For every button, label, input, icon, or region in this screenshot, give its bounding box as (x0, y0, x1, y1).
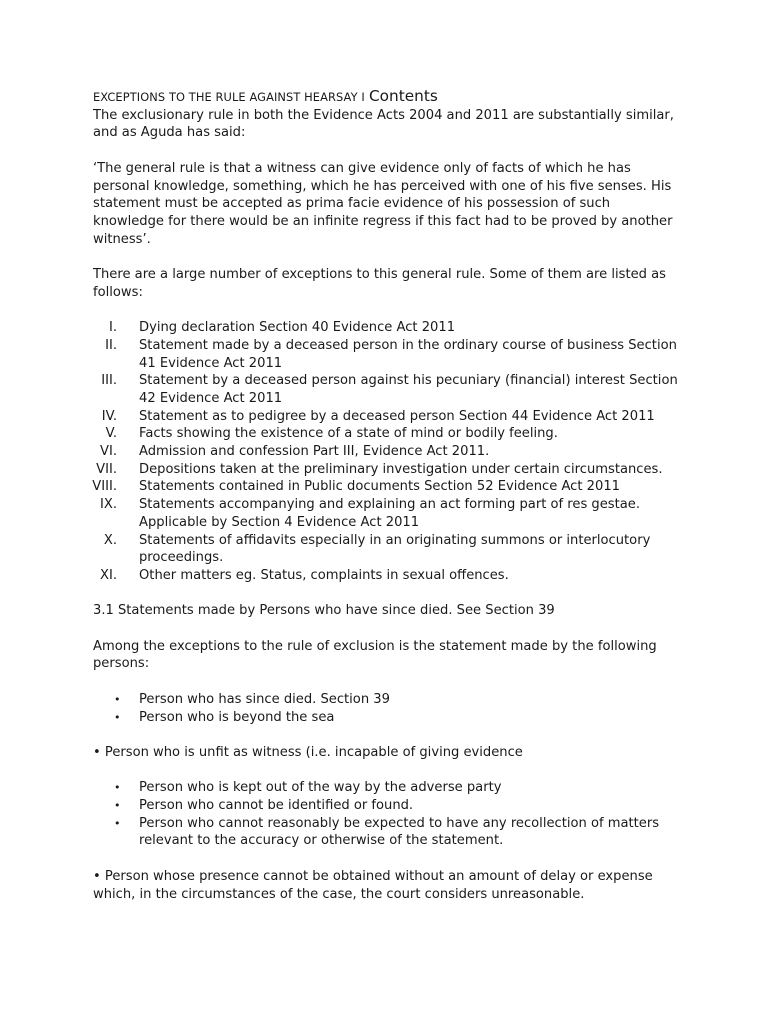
persons-list-first (93, 691, 683, 726)
spacer (93, 301, 683, 319)
list-item-text: Statements contained in Public documents Section 52 Evidence Act 2011 (139, 479, 620, 495)
list-item-text: Person who cannot be identified or found. (139, 798, 414, 813)
document-title: EXCEPTIONS TO THE RULE AGAINST HEARSAY I (93, 90, 365, 104)
section-heading: 3.1 Statements made by Persons who have since died. See Section 39 (93, 603, 555, 619)
bullet-icon: • (114, 710, 121, 724)
list-number: VI. (100, 444, 117, 460)
intro-paragraph: The exclusionary rule in both the Evidence Acts 2004 and 2011 are substantially similar, and as Aguda has said: (93, 107, 674, 141)
list-item (93, 496, 683, 531)
spacer (93, 762, 683, 780)
unfit-witness-line: • Person who is unfit as witness (i.e. incapable of giving evidence (93, 744, 523, 760)
exceptions-list (93, 319, 683, 585)
list-item-text: Dying declaration Section 40 Evidence Act 2011 (139, 320, 456, 336)
bullet-icon: • (114, 692, 121, 706)
list-item-text: Statement as to pedigree by a deceased person Section 44 Evidence Act 2011 (139, 408, 655, 424)
spacer (93, 585, 683, 603)
list-item-text: Depositions taken at the preliminary investigation under certain circumstances. (139, 461, 663, 477)
list-item-text: Person who cannot reasonably be expected to have any recollection of matters relevant to the accuracy or otherwise of the statement. (139, 815, 660, 849)
list-item (93, 691, 683, 709)
list-item (93, 425, 683, 443)
list-number: IX. (100, 497, 117, 513)
list-item-text: Person who has since died. Section 39 (139, 691, 390, 707)
bullet-icon: • (114, 781, 121, 795)
quote-paragraph: ‘The general rule is that a witness can give evidence only of facts of which he has personal knowledge, something, which he has perceived with one of his five senses. His statement must be accepted as prima facie evidence of his possession of such knowledge for there would be an infinite regress if this fact had to be proved by another witness’. (93, 160, 673, 247)
list-number: III. (101, 373, 117, 389)
spacer (93, 248, 683, 266)
list-item (93, 319, 683, 337)
list-item (93, 461, 683, 479)
list-number: XI. (100, 567, 117, 583)
list-item (93, 532, 683, 567)
list-item-text: Admission and confession Part III, Evidence Act 2011. (139, 444, 490, 460)
list-number: X. (103, 532, 117, 548)
list-item (93, 478, 683, 496)
list-item (93, 337, 683, 372)
spacer (93, 142, 683, 160)
list-item-text: Facts showing the existence of a state of mind or bodily feeling. (139, 426, 558, 442)
list-item-text: Statements of affidavits especially in an originating summons or interlocutory proceedings. (139, 532, 651, 566)
list-item (93, 408, 683, 426)
list-item (93, 372, 683, 407)
list-item-text: Statement by a deceased person against his pecuniary (financial) interest Section 42 Evidence Act 2011 (139, 373, 678, 406)
list-number: II. (105, 337, 117, 353)
list-item (93, 443, 683, 461)
presence-line: • Person whose presence cannot be obtained without an amount of delay or expense which, in the circumstances of the case, the court considers unreasonable. (93, 868, 653, 902)
spacer (93, 673, 683, 691)
persons-list-second (93, 779, 683, 850)
list-item (93, 779, 683, 797)
document-page (93, 88, 683, 903)
list-item-text: Statements accompanying and explaining an act forming part of res gestae. Applicable by Section 4 Evidence Act 2011 (139, 497, 640, 530)
list-item-text: Person who is kept out of the way by the adverse party (139, 780, 502, 796)
spacer (93, 726, 683, 744)
bullet-icon: • (114, 799, 121, 812)
list-number: V. (105, 426, 117, 442)
exceptions-intro-paragraph: There are a large number of exceptions to this general rule. Some of them are listed as follows: (93, 267, 666, 300)
list-item (93, 797, 683, 815)
bullet-icon: • (114, 816, 121, 830)
list-number: IV. (101, 408, 117, 424)
spacer (93, 620, 683, 638)
list-number: VII. (96, 461, 117, 477)
document-heading (93, 88, 683, 107)
spacer (93, 850, 683, 868)
list-item (93, 709, 683, 727)
persons-intro-paragraph: Among the exceptions to the rule of exclusion is the statement made by the following persons: (93, 638, 657, 672)
contents-label: Contents (368, 87, 438, 105)
list-number: VIII. (92, 479, 117, 495)
list-item-text: Person who is beyond the sea (139, 709, 335, 725)
list-item (93, 815, 683, 850)
list-number: I. (108, 320, 117, 336)
list-item-text: Other matters eg. Status, complaints in sexual offences. (139, 567, 509, 583)
list-item (93, 567, 683, 585)
list-item-text: Statement made by a deceased person in the ordinary course of business Section 41 Evidence Act 2011 (139, 337, 677, 371)
